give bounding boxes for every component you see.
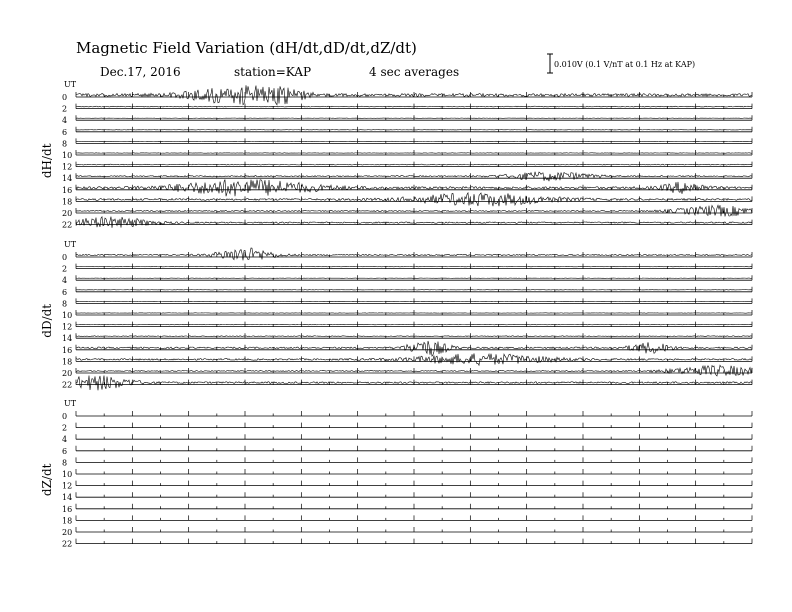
- row-label: 22: [62, 539, 73, 549]
- row-label: 12: [62, 322, 73, 332]
- series-trace: [76, 205, 752, 216]
- row-label: 18: [62, 357, 73, 367]
- row-label: 18: [62, 516, 73, 526]
- chart-title: Magnetic Field Variation (dH/dt,dD/dt,dZ/dt): [76, 39, 417, 57]
- series-trace: [76, 376, 752, 391]
- row-label: 12: [62, 162, 73, 172]
- scale-bar: [547, 54, 553, 73]
- row-label: 0: [62, 253, 68, 262]
- series-trace: [76, 172, 752, 181]
- series-trace: [76, 193, 752, 206]
- row-label: 8: [62, 458, 68, 468]
- row-label: 2: [62, 423, 68, 433]
- row-label: 22: [62, 380, 73, 390]
- station-label: station=KAP: [234, 65, 312, 79]
- row-label: 4: [62, 276, 68, 286]
- row-label: 10: [62, 311, 73, 320]
- row-label: 6: [62, 446, 68, 456]
- row-label: 14: [62, 174, 73, 184]
- row-label: 0: [62, 412, 68, 421]
- series-trace: [76, 336, 752, 337]
- date-label: Dec.17, 2016: [100, 65, 181, 79]
- row-label: 22: [62, 220, 73, 230]
- panel-dH-dt: [40, 80, 752, 230]
- row-label: 14: [62, 493, 73, 503]
- row-label: 20: [62, 369, 73, 378]
- ut-label: UT: [64, 80, 77, 89]
- panel-ylabel: dD/dt: [40, 303, 54, 338]
- row-label: 16: [62, 185, 73, 195]
- row-label: 8: [62, 139, 68, 149]
- ut-label: UT: [64, 240, 77, 249]
- panel-ylabel: dZ/dt: [40, 463, 54, 497]
- row-label: 2: [62, 104, 68, 114]
- row-label: 16: [62, 504, 73, 514]
- panel-dZ-dt: [40, 399, 752, 549]
- series-trace: [76, 180, 752, 197]
- row-label: 4: [62, 116, 68, 126]
- panel-dD-dt: [40, 240, 752, 390]
- row-label: 16: [62, 345, 73, 355]
- averaging-label: 4 sec averages: [369, 65, 460, 79]
- row-label: 10: [62, 470, 73, 479]
- row-label: 8: [62, 299, 68, 309]
- row-label: 12: [62, 481, 73, 491]
- row-label: 4: [62, 435, 68, 445]
- row-label: 6: [62, 287, 68, 297]
- ut-label: UT: [64, 399, 77, 408]
- panel-ylabel: dH/dt: [40, 143, 54, 179]
- row-label: 18: [62, 197, 73, 207]
- row-label: 20: [62, 209, 73, 218]
- row-label: 2: [62, 264, 68, 274]
- row-label: 6: [62, 127, 68, 137]
- row-label: 20: [62, 528, 73, 537]
- scale-label: 0.010V (0.1 V/nT at 0.1 Hz at KAP): [554, 60, 696, 69]
- row-label: 0: [62, 93, 68, 102]
- row-label: 10: [62, 151, 73, 160]
- row-label: 14: [62, 334, 73, 344]
